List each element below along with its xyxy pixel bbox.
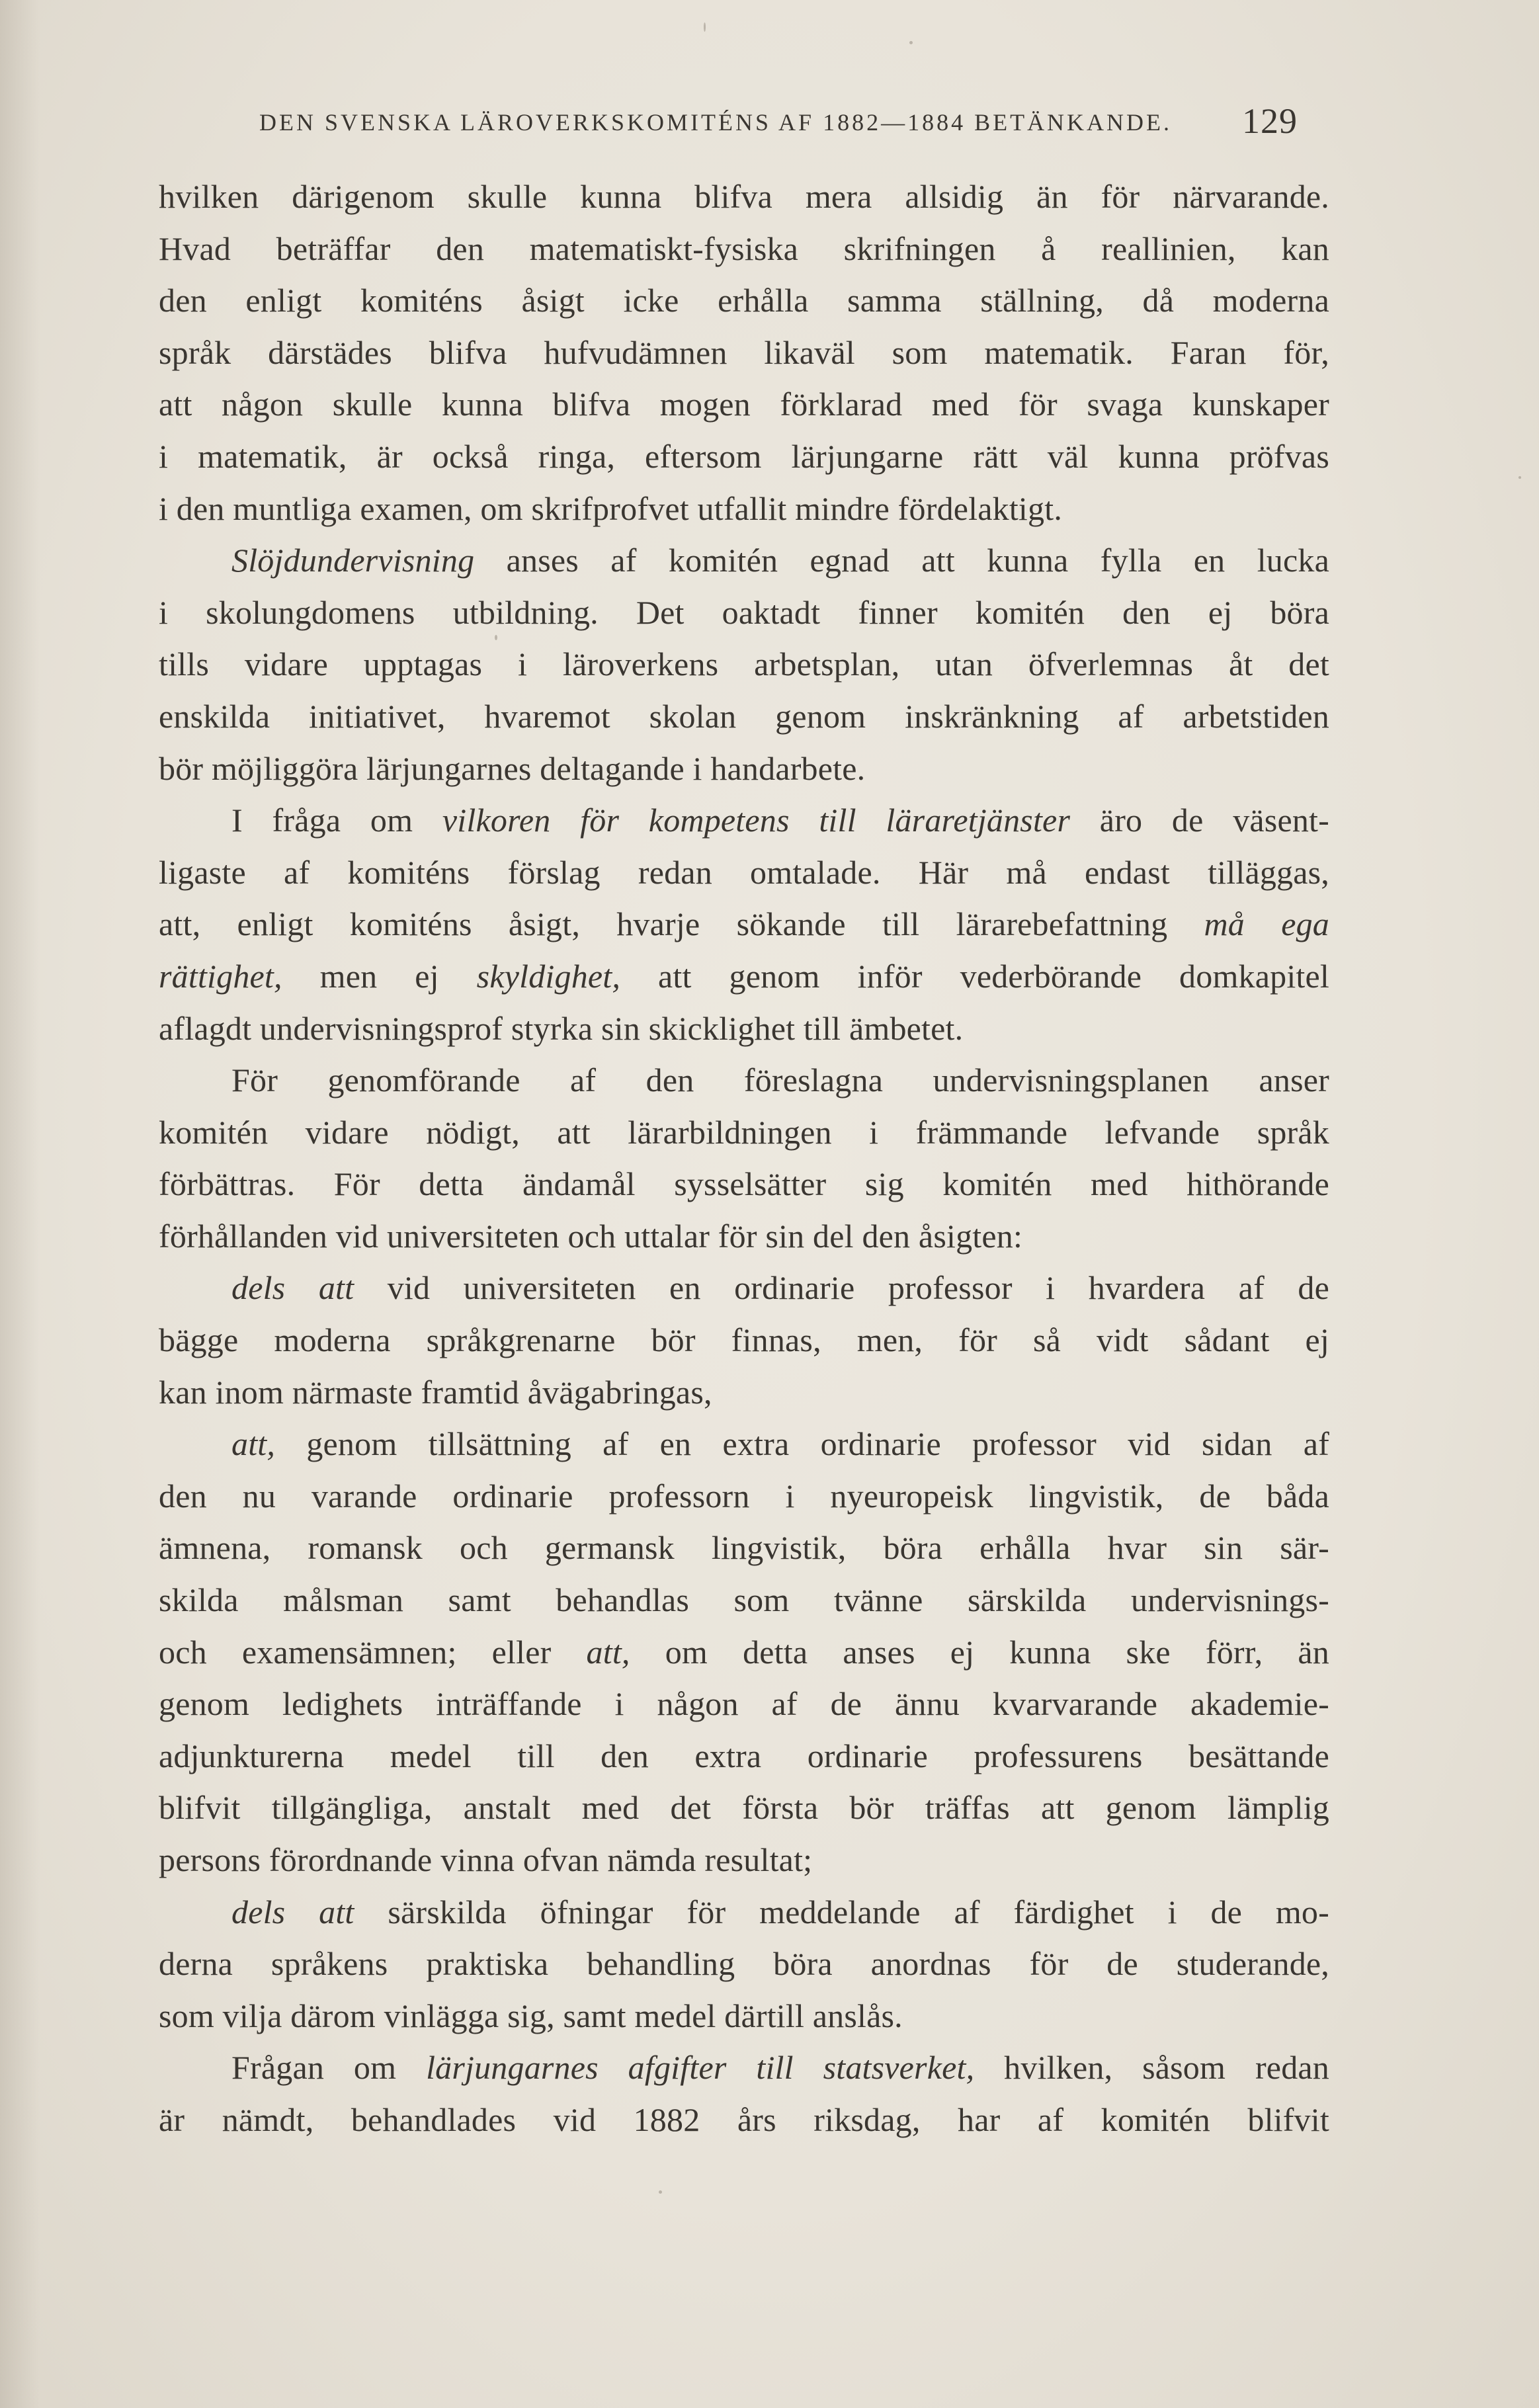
text-line — [159, 2042, 1329, 2094]
italic-text: att, — [231, 1425, 276, 1463]
line-text: den enligt komiténs åsigt icke erhålla samma ställning, då moderna — [159, 282, 1329, 319]
page-number: 129 — [1242, 101, 1298, 141]
italic-text: dels att — [231, 1269, 354, 1307]
line-text: aflagdt undervisningsprof styrka sin skicklighet till ämbetet. — [159, 1009, 964, 1047]
line-text: I fråga om — [231, 802, 442, 839]
line-text: För genomförande af den föreslagna undervisningsplanen anser — [231, 1061, 1329, 1099]
line-text: hvilken, såsom redan — [974, 2049, 1329, 2087]
text-line — [159, 1990, 1329, 2042]
text-line — [159, 1522, 1329, 1574]
line-text: bör möjliggöra lärjungarnes deltagande i handarbete. — [159, 749, 866, 787]
line-text: persons förordnande vinna ofvan nämda resultat; — [159, 1841, 813, 1878]
text-line — [159, 1938, 1329, 1990]
italic-text: lärjungarnes afgifter till statsverket, — [426, 2049, 975, 2087]
line-text: genom ledighets inträffande i någon af de ännu kvarvarande akademie- — [159, 1685, 1329, 1723]
text-line — [159, 1574, 1329, 1626]
line-text: tills vidare upptagas i läroverkens arbetsplan, utan öfverlemnas åt det — [159, 645, 1329, 683]
line-text: genom tillsättning af en extra ordinarie professor vid sidan af — [275, 1425, 1329, 1463]
line-text: är nämdt, behandlades vid 1882 års riksdag, har af komitén blifvit — [159, 2100, 1329, 2138]
paper-speck — [659, 2190, 662, 2194]
text-line — [159, 1626, 1329, 1679]
line-text: särskilda öfningar för meddelande af färdighet i de mo- — [354, 1893, 1329, 1931]
text-line — [159, 1886, 1329, 1938]
paper-speck — [704, 22, 706, 32]
text-line — [159, 534, 1329, 587]
italic-text: Slöjdundervisning — [231, 542, 475, 579]
paper-speck — [1518, 476, 1521, 479]
line-text: om detta anses ej kunna ske förr, än — [630, 1633, 1329, 1671]
line-text: att, enligt komiténs åsigt, hvarje sökande till lärarebefattning — [159, 905, 1204, 943]
text-line — [159, 1262, 1329, 1314]
line-text: som vilja därom vinlägga sig, samt medel därtill anslås. — [159, 1997, 903, 2034]
text-line — [159, 587, 1329, 639]
text-line — [159, 2094, 1329, 2146]
line-text: adjunkturerna medel till den extra ordinarie professurens besättande — [159, 1737, 1329, 1774]
line-text: Hvad beträffar den matematiskt-fysiska skrifningen å reallinien, kan — [159, 229, 1329, 267]
line-text: ligaste af komiténs förslag redan omtalade. Här må endast tilläggas, — [159, 853, 1329, 891]
text-line — [159, 483, 1329, 535]
text-line — [159, 847, 1329, 899]
italic-text: att, — [586, 1633, 630, 1671]
line-text: i skolungdomens utbildning. Det oaktadt finner komitén den ej böra — [159, 593, 1329, 631]
line-text: kan inom närmaste framtid åvägabringas, — [159, 1373, 712, 1411]
line-text: enskilda initiativet, hvaremot skolan genom inskränkning af arbetstiden — [159, 697, 1329, 735]
line-text: äro de väsent- — [1070, 802, 1329, 839]
text-line — [159, 898, 1329, 950]
body-text — [159, 171, 1329, 2146]
text-line — [159, 1730, 1329, 1782]
line-text: den nu varande ordinarie professorn i nyeuropeisk lingvistik, de båda — [159, 1477, 1329, 1515]
text-line — [159, 690, 1329, 743]
text-line — [159, 1470, 1329, 1522]
page-edge-shadow — [0, 0, 40, 2408]
line-text: att genom inför vederbörande domkapitel — [620, 957, 1329, 995]
line-text: ämnena, romansk och germansk lingvistik, böra erhålla hvar sin sär- — [159, 1529, 1329, 1567]
line-text: komitén vidare nödigt, att lärarbildningen i främmande lefvande språk — [159, 1113, 1329, 1151]
line-text: anses af komitén egnad att kunna fylla en lucka — [474, 542, 1329, 579]
text-line — [159, 1782, 1329, 1834]
line-text: språk därstädes blifva hufvudämnen likaväl som matematik. Faran för, — [159, 333, 1329, 371]
text-line — [159, 1418, 1329, 1470]
italic-text: skyldighet, — [476, 957, 621, 995]
italic-text: dels att — [231, 1893, 354, 1931]
line-text: Frågan om — [231, 2049, 427, 2087]
text-line — [159, 1314, 1329, 1366]
line-text: hvilken därigenom skulle kunna blifva mera allsidig än för närvarande. — [159, 178, 1329, 215]
line-text: bägge moderna språkgrenarne bör finnas, men, för så vidt sådant ej — [159, 1321, 1329, 1359]
paper-speck — [909, 41, 913, 44]
text-line — [159, 327, 1329, 379]
text-line — [159, 1366, 1329, 1419]
text-line — [159, 378, 1329, 431]
text-line — [159, 431, 1329, 483]
line-text: derna språkens praktiska behandling böra anordnas för de studerande, — [159, 1945, 1329, 1983]
text-line — [159, 1210, 1329, 1263]
line-text: förhållanden vid universiteten och uttalar för sin del den åsigten: — [159, 1217, 1023, 1255]
text-line — [159, 794, 1329, 847]
page-header — [259, 101, 1298, 153]
text-line — [159, 1106, 1329, 1159]
text-line — [159, 1003, 1329, 1055]
line-text: att någon skulle kunna blifva mogen förklarad med för svaga kunskaper — [159, 386, 1329, 423]
italic-text: vilkoren för kompetens till läraretjänster — [442, 802, 1071, 839]
text-line — [159, 223, 1329, 275]
text-line — [159, 950, 1329, 1003]
italic-text: må ega — [1204, 905, 1329, 943]
paper-speck — [495, 635, 497, 640]
text-line — [159, 1678, 1329, 1730]
line-text: i den muntliga examen, om skrifprofvet utfallit mindre fördelaktigt. — [159, 489, 1063, 527]
text-line — [159, 638, 1329, 690]
text-line — [159, 274, 1329, 327]
text-line — [159, 1054, 1329, 1106]
text-line — [159, 1834, 1329, 1886]
line-text: och examensämnen; eller — [159, 1633, 587, 1671]
running-head: DEN SVENSKA LÄROVERKSKOMITÉNS AF 1882—1884 BETÄNKANDE. — [259, 109, 1173, 136]
line-text: blifvit tillgängliga, anstalt med det första bör träffas att genom lämplig — [159, 1789, 1329, 1827]
line-text: förbättras. För detta ändamål sysselsätter sig komitén med hithörande — [159, 1165, 1329, 1203]
line-text: men ej — [282, 957, 477, 995]
text-line — [159, 1158, 1329, 1210]
italic-text: rättighet, — [159, 957, 282, 995]
line-text: i matematik, är också ringa, eftersom lärjungarne rätt väl kunna pröfvas — [159, 437, 1329, 475]
line-text: skilda målsman samt behandlas som tvänne särskilda undervisnings- — [159, 1581, 1329, 1619]
text-line — [159, 171, 1329, 223]
line-text: vid universiteten en ordinarie professor i hvardera af de — [354, 1269, 1329, 1307]
text-line — [159, 743, 1329, 795]
